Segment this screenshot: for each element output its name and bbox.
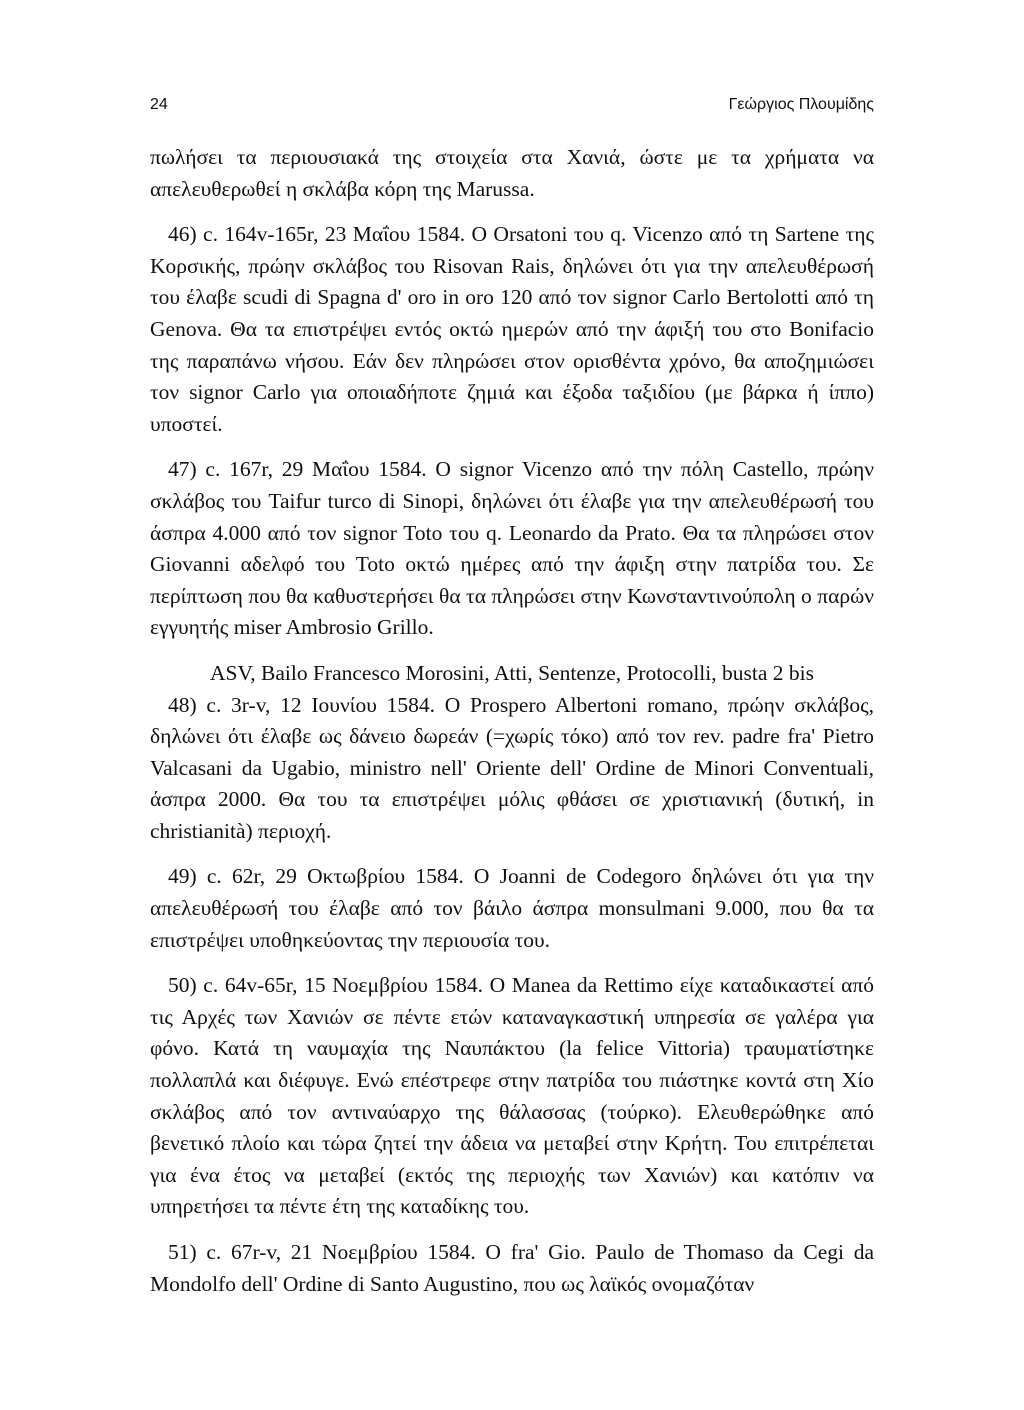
entry-47: 47) c. 167r, 29 Μαΐου 1584. O signor Vicenzo από την πόλη Castello, πρώην σκλάβος του Taifur turco di Sinopi, δηλώνει ότι έλαβε για την απελευθέρωσή του άσπρα 4.000 από τον signor Toto του q. Leonardo da Prato. Θα τα πληρώσει στον Giovanni αδελφό του Toto οκτώ ημέρες από την άφιξη στην πατρίδα του. Σε περίπτωση που θα καθυστερήσει θα τα πληρώσει στην Κωνσταντινούπολη ο παρών εγγυητής miser Ambrosio Grillo. [150, 457, 874, 640]
document-page [150, 96, 874, 1314]
entry-48: 48) c. 3r-v, 12 Ιουνίου 1584. O Prospero Albertoni romano, πρώην σκλάβος, δηλώνει ότι έλαβε ως δάνειο δωρεάν (=χωρίς τόκο) από τον rev. padre fra' Pietro Valcasani da Ugabio, ministro nell' Oriente dell' Ordine de Minori Conventuali, άσπρα 2000. Θα του τα επιστρέψει μόλις φθάσει σε χριστιανική (δυτική, in christianità) περιοχή. [150, 692, 874, 843]
entry-46: 46) c. 164v-165r, 23 Μαΐου 1584. O Orsatoni του q. Vicenzo από τη Sartene της Κορσικής, πρώην σκλάβος του Risovan Rais, δηλώνει ότι για την απελευθέρωσή του έλαβε scudi di Spagna d' oro in oro 120 από τον signor Carlo Bertolotti από τη Genova. Θα τα επιστρέψει εντός οκτώ ημερών από την άφιξή του στο Bonifacio της παραπάνω νήσου. Εάν δεν πληρώσει στον ορισθέντα χρόνο, θα αποζημιώσει τον signor Carlo για οποιαδήποτε ζημιά και έξοδα ταξιδίου (με βάρκα ή ίππο) υποστεί. [150, 222, 874, 436]
paragraph-continuation: πωλήσει τα περιουσιακά της στοιχεία στα Χανιά, ώστε με τα χρήματα να απελευθερωθεί η σκλάβα κόρη της Marussa. [150, 145, 874, 201]
body-text [150, 142, 874, 1300]
entry-51: 51) c. 67r-v, 21 Νοεμβρίου 1584. O fra' Gio. Paulo de Thomaso da Cegi da Mondolfo dell' Ordine di Santo Augustino, που ως λαϊκός ονομαζόταν [150, 1240, 874, 1296]
running-head: Γεώργιος Πλουμίδης [728, 96, 874, 113]
archive-reference: ASV, Bailo Francesco Morosini, Atti, Sentenze, Protocolli, busta 2 bis [210, 660, 814, 685]
page-header [150, 96, 874, 114]
entry-49: 49) c. 62r, 29 Οκτωβρίου 1584. O Joanni de Codegoro δηλώνει ότι για την απελευθέρωσή του έλαβε από τον βάιλο άσπρα monsulmani 9.000, που θα τα επιστρέψει υποθηκεύοντας την περιουσία του. [150, 864, 874, 952]
entry-50: 50) c. 64v-65r, 15 Νοεμβρίου 1584. O Manea da Rettimo είχε καταδικαστεί από τις Αρχές των Χανιών σε πέντε ετών καταναγκαστική υπηρεσία σε γαλέρα για φόνο. Κατά τη ναυμαχία της Ναυπάκτου (la felice Vittoria) τραυματίστηκε πολλαπλά και διέφυγε. Ενώ επέστρεφε στην πατρίδα του πιάστηκε κοντά στη Χίο σκλάβος από τον αντιναύαρχο της θάλασσας (τούρκο). Ελευθερώθηκε από βενετικό πλοίο και τώρα ζητεί την άδεια να μεταβεί στην Κρήτη. Του επιτρέπεται για ένα έτος να μεταβεί (εκτός της περιοχής των Χανιών) και κατόπιν να υπηρετήσει τα πέντε έτη της καταδίκης του. [150, 973, 874, 1219]
page-number: 24 [150, 96, 168, 113]
